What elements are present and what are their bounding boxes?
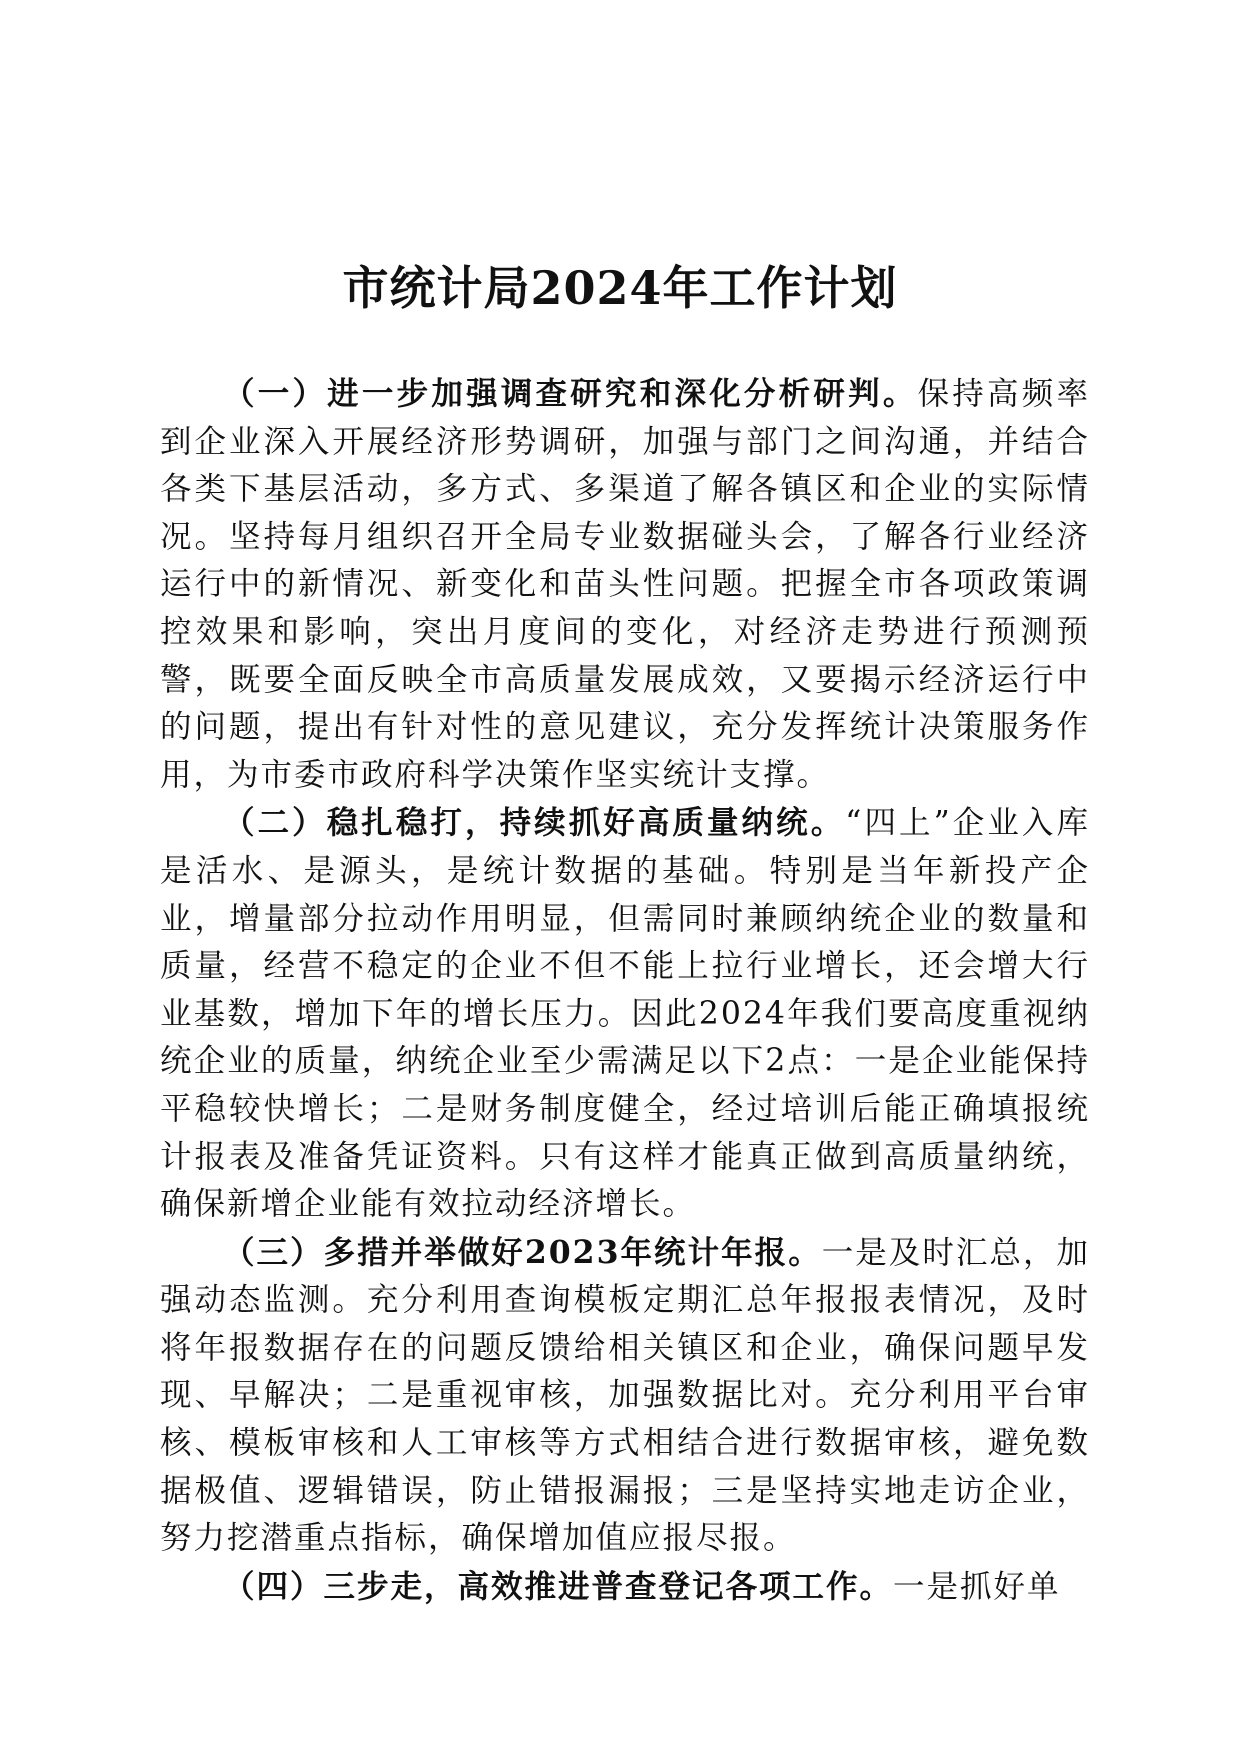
section-heading-1: （一）进一步加强调查研究和深化分析研判。 bbox=[223, 375, 918, 412]
document-body bbox=[160, 370, 1090, 1611]
section-paragraph-2 bbox=[160, 799, 1090, 1228]
section-body-4: 一是抓好单 bbox=[893, 1568, 1061, 1605]
section-heading-3: （三）多措并举做好2023年统计年报。 bbox=[223, 1233, 822, 1271]
section-body-1: 保持高频率到企业深入开展经济形势调研，加强与部门之间沟通，并结合各类下基层活动，多方式、多渠道了解各镇区和企业的实际情况。坚持每月组织召开全局专业数据碰头会，了解各行业经济运行中的新情况、新变化和苗头性问题。把握全市各项政策调控效果和影响，突出月度间的变化，对经济走势进行预测预警，既要全面反映全市高质量发展成效，又要揭示经济运行中的问题，提出有针对性的意见建议，充分发挥统计决策服务作用，为市委市政府科学决策作坚实统计支撑。 bbox=[160, 376, 1090, 793]
section-paragraph-1 bbox=[160, 370, 1090, 799]
section-heading-2: （二）稳扎稳打，持续抓好高质量纳统。 bbox=[223, 804, 846, 842]
section-body-2: “四上”企业入库是活水、是源头，是统计数据的基础。特别是当年新投产企业，增量部分拉动作用明显，但需同时兼顾纳统企业的数量和质量，经营不稳定的企业不但不能上拉行业增长，还会增大行业基数，增加下年的增长压力。因此2024年我们要高度重视纳统企业的质量，纳统企业至少需满足以下2点：一是企业能保持平稳较快增长；二是财务制度健全，经过培训后能正确填报统计报表及准备凭证资料。只有这样才能真正做到高质量纳统，确保新增企业能有效拉动经济增长。 bbox=[160, 805, 1090, 1223]
document-title: 市统计局2024年工作计划 bbox=[342, 260, 898, 315]
section-paragraph-3 bbox=[160, 1229, 1090, 1563]
section-paragraph-4 bbox=[160, 1563, 1090, 1612]
section-body-3: 一是及时汇总，加强动态监测。充分利用查询模板定期汇总年报报表情况，及时将年报数据存在的问题反馈给相关镇区和企业，确保问题早发现、早解决；二是重视审核，加强数据比对。充分利用平台审核、模板审核和人工审核等方式相结合进行数据审核，避免数据极值、逻辑错误，防止错报漏报；三是坚持实地走访企业，努力挖潜重点指标，确保增加值应报尽报。 bbox=[160, 1234, 1090, 1557]
section-heading-4: （四）三步走，高效推进普查登记各项工作。 bbox=[223, 1567, 894, 1605]
